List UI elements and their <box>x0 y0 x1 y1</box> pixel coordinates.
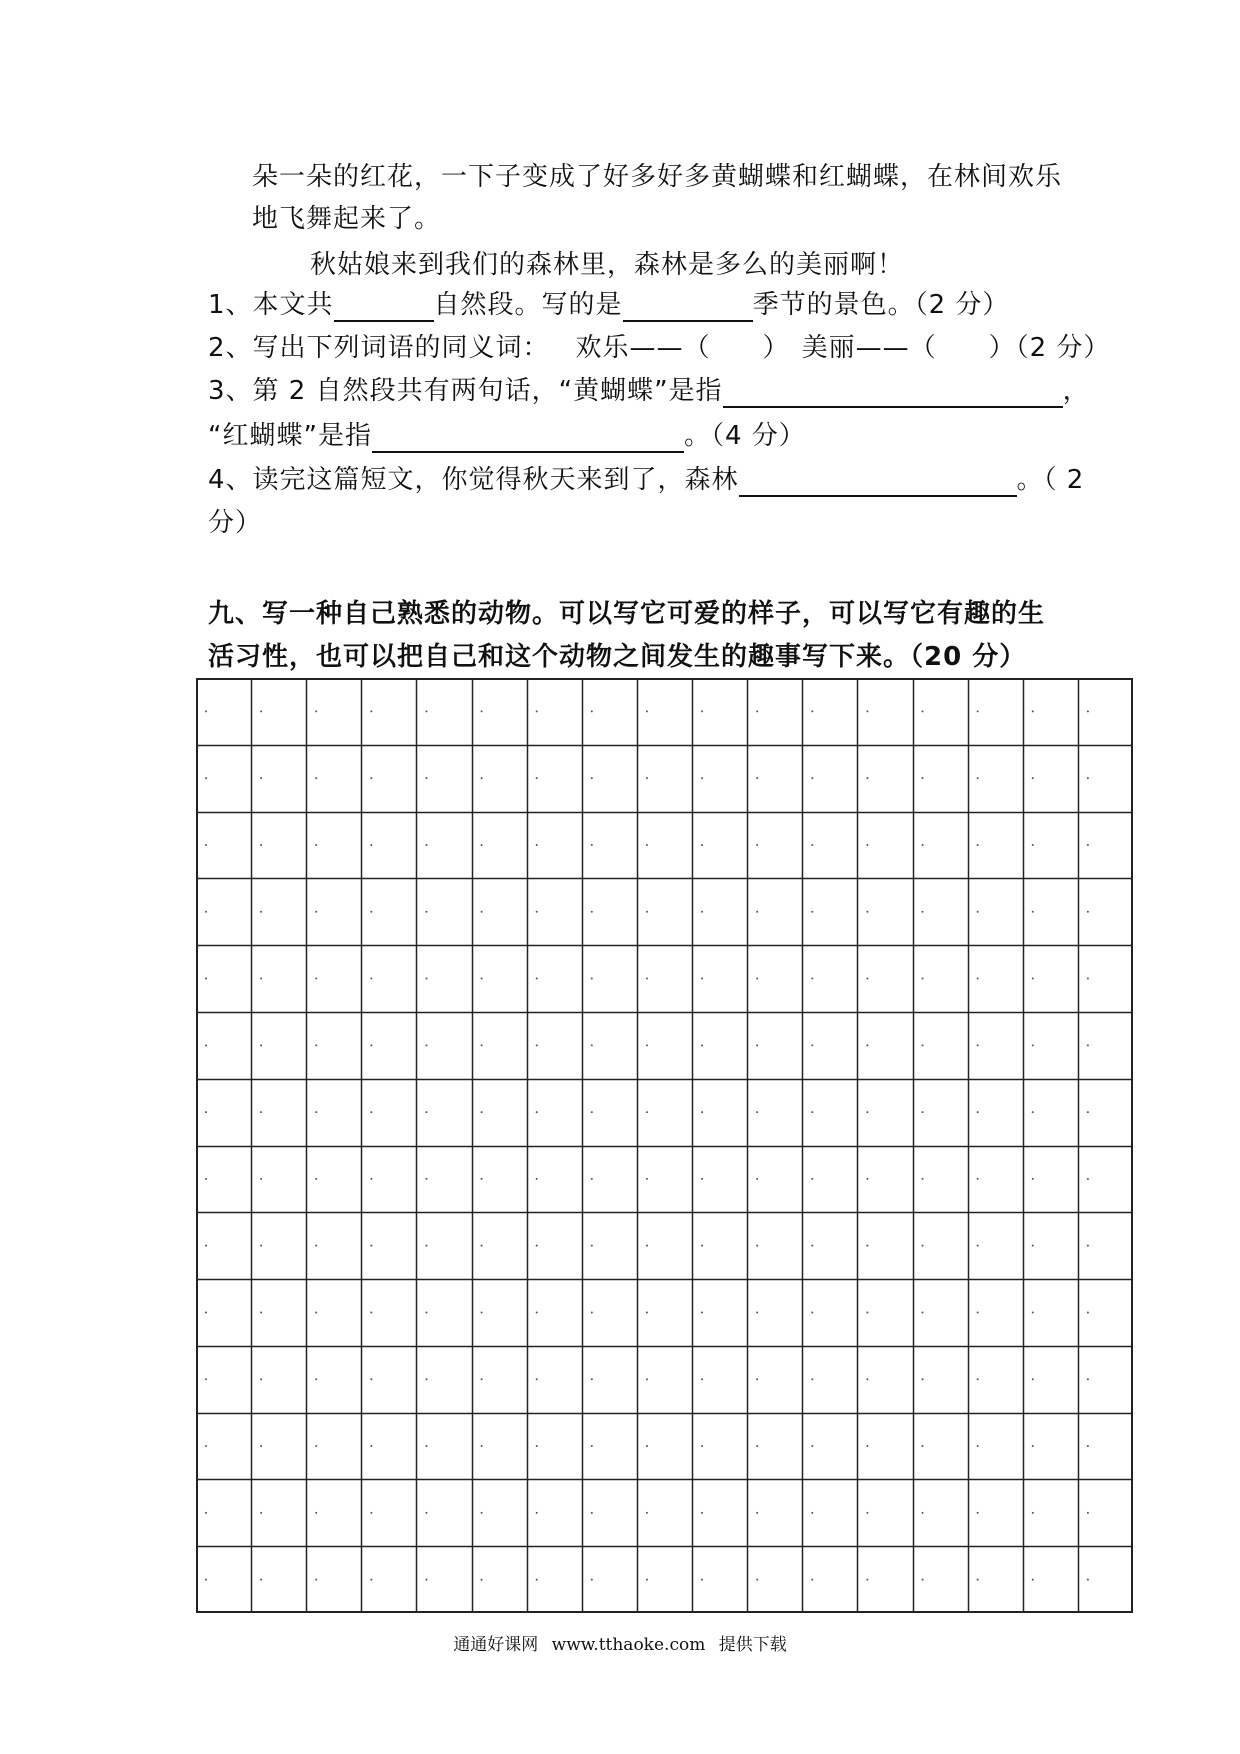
grid-cell-dot <box>922 1512 924 1514</box>
grid-cell-dot <box>922 710 924 712</box>
grid-cell-dot <box>701 777 703 779</box>
grid-cell-dot <box>756 1378 758 1380</box>
grid-cell-dot <box>536 1111 538 1113</box>
q1-blank-paragraphs[interactable] <box>334 292 434 322</box>
grid-cell-dot <box>481 1311 483 1313</box>
grid-cell-dot <box>922 911 924 913</box>
grid-cell-dot <box>701 1512 703 1514</box>
q4-line1-prefix: 4、读完这篇短文，你觉得秋天来到了，森林 <box>208 465 739 495</box>
grid-cell-dot <box>811 1445 813 1447</box>
grid-cell-dot <box>701 978 703 980</box>
grid-cell-dot <box>536 710 538 712</box>
grid-cell-dot <box>205 777 207 779</box>
q2-close-2: ）（2 分） <box>988 333 1111 363</box>
grid-cell-dot <box>866 1579 868 1581</box>
grid-cell-dot <box>1032 911 1034 913</box>
q1-blank-season[interactable] <box>623 292 753 322</box>
question-3-line-1 <box>208 374 1090 408</box>
grid-cell-dot <box>205 911 207 913</box>
grid-cell-dot <box>315 1579 317 1581</box>
grid-cell-dot <box>425 1111 427 1113</box>
grid-cell-dot <box>977 1044 979 1046</box>
grid-cell-dot <box>370 1579 372 1581</box>
q2-prefix: 2、写出下列词语的同义词： <box>208 333 550 363</box>
grid-cell-dot <box>315 1311 317 1313</box>
grid-cell-dot <box>205 1111 207 1113</box>
grid-cell-dot <box>370 1445 372 1447</box>
question-1 <box>208 288 1009 322</box>
grid-cell-dot <box>315 1445 317 1447</box>
grid-cell-dot <box>866 1512 868 1514</box>
grid-cell-dot <box>205 1445 207 1447</box>
q3-line2-suffix: 。（4 分） <box>683 421 806 451</box>
grid-cell-dot <box>591 844 593 846</box>
grid-cell-dot <box>370 1311 372 1313</box>
grid-cell-dot <box>260 978 262 980</box>
grid-cell-dot <box>646 1579 648 1581</box>
grid-cell-dot <box>205 1245 207 1247</box>
q1-middle: 自然段。写的是 <box>433 290 623 320</box>
grid-cell-dot <box>922 777 924 779</box>
grid-cell-dot <box>701 1579 703 1581</box>
grid-cell-dot <box>701 1378 703 1380</box>
q3-line2-prefix: “红蝴蝶”是指 <box>208 421 372 451</box>
grid-cell-dot <box>1032 1111 1034 1113</box>
grid-cell-dot <box>315 1044 317 1046</box>
grid-cell-dot <box>756 1445 758 1447</box>
grid-cell-dot <box>701 1044 703 1046</box>
grid-cell-dot <box>922 1378 924 1380</box>
grid-cell-dot <box>701 1445 703 1447</box>
grid-cell-dot <box>977 1245 979 1247</box>
grid-cell-dot <box>977 978 979 980</box>
grid-cell-dot <box>1032 1445 1034 1447</box>
grid-cell-dot <box>866 1311 868 1313</box>
grid-cell-dot <box>536 1512 538 1514</box>
grid-cell-dot <box>811 844 813 846</box>
footer-site-name: 通通好课网 <box>453 1635 539 1655</box>
grid-cell-dot <box>370 1178 372 1180</box>
grid-cell-dot <box>1032 777 1034 779</box>
grid-cell-dot <box>260 1245 262 1247</box>
grid-cell-dot <box>260 710 262 712</box>
grid-cell-dot <box>425 1178 427 1180</box>
grid-cell-dot <box>922 978 924 980</box>
grid-cell-dot <box>205 1311 207 1313</box>
grid-cell-dot <box>1087 1245 1089 1247</box>
grid-cell-dot <box>536 1178 538 1180</box>
grid-cell-dot <box>260 1044 262 1046</box>
grid-cell-dot <box>977 844 979 846</box>
grid-cell-dot <box>646 1512 648 1514</box>
q2-word-2: 美丽——（ <box>801 333 937 363</box>
grid-cell-dot <box>425 978 427 980</box>
grid-cell-dot <box>866 978 868 980</box>
grid-cell-dot <box>1087 1311 1089 1313</box>
grid-cell-dot <box>756 1111 758 1113</box>
grid-cell-dot <box>536 978 538 980</box>
grid-cell-dot <box>1087 777 1089 779</box>
grid-cell-dot <box>260 1111 262 1113</box>
grid-cell-dot <box>315 710 317 712</box>
grid-cell-dot <box>1087 1044 1089 1046</box>
q3-line1-prefix: 3、第 2 自然段共有两句话，“黄蝴蝶”是指 <box>208 376 723 406</box>
grid-cell-dot <box>536 1445 538 1447</box>
grid-cell-dot <box>866 1378 868 1380</box>
grid-cell-dot <box>1032 1245 1034 1247</box>
grid-cell-dot <box>756 1178 758 1180</box>
grid-cell-dot <box>591 1579 593 1581</box>
grid-cell-dot <box>866 1445 868 1447</box>
passage-line-1: 朵一朵的红花，一下子变成了好多好多黄蝴蝶和红蝴蝶，在林间欢乐 <box>252 162 1063 192</box>
grid-cell-dot <box>315 777 317 779</box>
grid-cell-dot <box>425 1579 427 1581</box>
grid-cell-dot <box>425 911 427 913</box>
grid-cell-dot <box>481 1579 483 1581</box>
grid-cell-dot <box>756 1245 758 1247</box>
grid-cell-dot <box>370 1245 372 1247</box>
grid-cell-dot <box>591 710 593 712</box>
grid-cell-dot <box>370 1111 372 1113</box>
grid-cell-dot <box>370 911 372 913</box>
grid-cell-dot <box>481 1245 483 1247</box>
grid-cell-dot <box>1032 1512 1034 1514</box>
grid-cell-dot <box>977 911 979 913</box>
grid-cell-dot <box>425 1445 427 1447</box>
grid-cell-dot <box>1032 844 1034 846</box>
grid-cell-dot <box>811 1178 813 1180</box>
grid-cell-dot <box>205 1044 207 1046</box>
grid-cell-dot <box>591 1245 593 1247</box>
grid-cell-dot <box>205 1378 207 1380</box>
q3-blank-yellow[interactable] <box>723 378 1063 408</box>
grid-cell-dot <box>922 1311 924 1313</box>
grid-cell-dot <box>1032 1378 1034 1380</box>
grid-cell-dot <box>315 911 317 913</box>
grid-cell-dot <box>977 1111 979 1113</box>
grid-cell-dot <box>481 1111 483 1113</box>
grid-cell-dot <box>646 1044 648 1046</box>
q1-prefix: 1、本文共 <box>208 290 334 320</box>
grid-cell-dot <box>811 1512 813 1514</box>
grid-cell-dot <box>591 777 593 779</box>
grid-cell-dot <box>315 844 317 846</box>
grid-cell-dot <box>536 1378 538 1380</box>
grid-cell-dot <box>701 1311 703 1313</box>
grid-cell-dot <box>481 978 483 980</box>
grid-cell-dot <box>646 1378 648 1380</box>
grid-cell-dot <box>811 911 813 913</box>
grid-cell-dot <box>425 844 427 846</box>
grid-cell-dot <box>205 844 207 846</box>
grid-cell-dot <box>260 1178 262 1180</box>
grid-cell-dot <box>811 1044 813 1046</box>
footer <box>0 1633 1240 1657</box>
grid-cell-dot <box>425 1378 427 1380</box>
grid-cell-dot <box>205 1512 207 1514</box>
grid-cell-dot <box>260 1445 262 1447</box>
grid-cell-dot <box>536 777 538 779</box>
grid-cell-dot <box>315 1512 317 1514</box>
grid-cell-dot <box>425 777 427 779</box>
section-9-line-1: 九、写一种自己熟悉的动物。可以写它可爱的样子，可以写它有趣的生 <box>208 599 1046 629</box>
grid-cell-dot <box>260 1378 262 1380</box>
question-3-line-2 <box>208 419 806 453</box>
grid-cell-dot <box>591 1445 593 1447</box>
grid-cell-dot <box>646 1178 648 1180</box>
footer-url: www.tthaoke.com <box>551 1635 706 1655</box>
grid-cell-dot <box>756 710 758 712</box>
grid-cell-dot <box>260 911 262 913</box>
grid-cell-dot <box>536 1245 538 1247</box>
grid-cell-dot <box>977 710 979 712</box>
grid-cell-dot <box>536 1579 538 1581</box>
grid-border <box>197 679 1132 1612</box>
grid-cell-dot <box>646 710 648 712</box>
passage-line-3: 秋姑娘来到我们的森林里，森林是多么的美丽啊！ <box>310 250 905 280</box>
grid-cell-dot <box>591 1512 593 1514</box>
grid-cell-dot <box>977 1311 979 1313</box>
grid-cell-dot <box>811 1311 813 1313</box>
grid-cell-dot <box>481 777 483 779</box>
grid-cell-dot <box>260 1579 262 1581</box>
grid-cell-dot <box>977 1445 979 1447</box>
grid-cell-dot <box>536 844 538 846</box>
question-4-line-2: 分） <box>208 508 263 538</box>
grid-cell-dot <box>977 1512 979 1514</box>
grid-cell-dot <box>1087 1445 1089 1447</box>
grid-cell-dot <box>922 1579 924 1581</box>
grid-cell-dot <box>646 1445 648 1447</box>
grid-cell-dot <box>481 1512 483 1514</box>
grid-cell-dot <box>370 978 372 980</box>
grid-cell-dot <box>756 1044 758 1046</box>
grid-cell-dot <box>922 1245 924 1247</box>
grid-cell-dot <box>756 844 758 846</box>
grid-cell-dot <box>1032 1178 1034 1180</box>
grid-cell-dot <box>536 1311 538 1313</box>
grid-cell-dot <box>701 844 703 846</box>
grid-cell-dot <box>315 1178 317 1180</box>
grid-cell-dot <box>591 1111 593 1113</box>
grid-cell-dot <box>481 1378 483 1380</box>
grid-cell-dot <box>701 710 703 712</box>
grid-cell-dot <box>370 1512 372 1514</box>
grid-cell-dot <box>866 911 868 913</box>
q3-line1-suffix: ， <box>1062 376 1090 406</box>
grid-cell-dot <box>977 1378 979 1380</box>
grid-cell-dot <box>866 1245 868 1247</box>
grid-cell-dot <box>866 844 868 846</box>
q4-blank-forest[interactable] <box>739 467 1017 497</box>
grid-cell-dot <box>591 1378 593 1380</box>
passage-line-2: 地飞舞起来了。 <box>252 204 442 234</box>
grid-cell-dot <box>701 1111 703 1113</box>
grid-cell-dot <box>1032 1579 1034 1581</box>
grid-cell-dot <box>811 1378 813 1380</box>
grid-cell-dot <box>866 777 868 779</box>
grid-cell-dot <box>481 710 483 712</box>
grid-cell-dot <box>756 1512 758 1514</box>
grid-cell-dot <box>481 1178 483 1180</box>
grid-cell-dot <box>866 710 868 712</box>
writing-grid[interactable] <box>196 678 1133 1613</box>
grid-cell-dot <box>866 1111 868 1113</box>
grid-cell-dot <box>811 1579 813 1581</box>
grid-cell-dot <box>1032 710 1034 712</box>
grid-cell-dot <box>425 1245 427 1247</box>
grid-cell-dot <box>481 911 483 913</box>
grid-cell-dot <box>1087 710 1089 712</box>
grid-cell-dot <box>315 1245 317 1247</box>
grid-cell-dot <box>922 1044 924 1046</box>
grid-cell-dot <box>811 777 813 779</box>
grid-cell-dot <box>370 844 372 846</box>
grid-cell-dot <box>1087 1178 1089 1180</box>
grid-cell-dot <box>425 1311 427 1313</box>
grid-cell-dot <box>370 1378 372 1380</box>
grid-cell-dot <box>866 1044 868 1046</box>
grid-cell-dot <box>1032 1311 1034 1313</box>
grid-cell-dot <box>1087 978 1089 980</box>
grid-cell-dot <box>481 844 483 846</box>
grid-cell-dot <box>1032 978 1034 980</box>
grid-cell-dot <box>591 978 593 980</box>
grid-cell-dot <box>922 1445 924 1447</box>
q2-close-1: ） <box>762 333 790 363</box>
grid-cell-dot <box>866 1178 868 1180</box>
grid-cell-dot <box>646 844 648 846</box>
grid-cell-dot <box>811 1111 813 1113</box>
footer-suffix: 提供下载 <box>718 1635 787 1655</box>
grid-cell-dot <box>425 1044 427 1046</box>
question-2 <box>208 331 1110 365</box>
grid-cell-dot <box>922 1178 924 1180</box>
grid-cell-dot <box>1032 1044 1034 1046</box>
grid-cell-dot <box>370 1044 372 1046</box>
q2-word-1: 欢乐——（ <box>575 333 711 363</box>
grid-cell-dot <box>591 1178 593 1180</box>
grid-cell-dot <box>260 1512 262 1514</box>
grid-cell-dot <box>205 1178 207 1180</box>
grid-cell-dot <box>922 844 924 846</box>
grid-cell-dot <box>756 978 758 980</box>
grid-cell-dot <box>1087 1512 1089 1514</box>
grid-cell-dot <box>646 978 648 980</box>
grid-cell-dot <box>977 777 979 779</box>
grid-cell-dot <box>205 710 207 712</box>
grid-cell-dot <box>260 777 262 779</box>
grid-cell-dot <box>370 710 372 712</box>
grid-cell-dot <box>646 1111 648 1113</box>
grid-cell-dot <box>260 1311 262 1313</box>
grid-cell-dot <box>701 1178 703 1180</box>
grid-cell-dot <box>756 777 758 779</box>
grid-cell-dot <box>1087 1378 1089 1380</box>
grid-cell-dot <box>1087 1111 1089 1113</box>
grid-cell-dot <box>591 911 593 913</box>
grid-cell-dot <box>977 1178 979 1180</box>
grid-cell-dot <box>591 1311 593 1313</box>
q3-blank-red[interactable] <box>372 423 684 453</box>
grid-cell-dot <box>701 911 703 913</box>
grid-cell-dot <box>260 844 262 846</box>
grid-cell-dot <box>1087 844 1089 846</box>
grid-cell-dot <box>811 710 813 712</box>
grid-cell-dot <box>646 1245 648 1247</box>
grid-cell-dot <box>315 1378 317 1380</box>
grid-cell-dot <box>536 1044 538 1046</box>
grid-cell-dot <box>591 1044 593 1046</box>
grid-cell-dot <box>811 1245 813 1247</box>
grid-cell-dot <box>315 978 317 980</box>
grid-cell-dot <box>756 1579 758 1581</box>
grid-cell-dot <box>977 1579 979 1581</box>
grid-cell-dot <box>646 777 648 779</box>
grid-cell-dot <box>1087 911 1089 913</box>
grid-cell-dot <box>756 1311 758 1313</box>
grid-cell-dot <box>481 1044 483 1046</box>
grid-cell-dot <box>370 777 372 779</box>
grid-cell-dot <box>205 1579 207 1581</box>
grid-cell-dot <box>646 911 648 913</box>
grid-cell-dot <box>701 1245 703 1247</box>
grid-cell-dot <box>646 1311 648 1313</box>
grid-cell-dot <box>481 1445 483 1447</box>
grid-cell-dot <box>425 1512 427 1514</box>
grid-cell-dot <box>205 978 207 980</box>
section-9-line-2: 活习性，也可以把自己和这个动物之间发生的趣事写下来。（20 分） <box>208 642 1027 672</box>
grid-cell-dot <box>756 911 758 913</box>
grid-cell-dot <box>536 911 538 913</box>
q4-line1-suffix: 。（ 2 <box>1016 465 1085 495</box>
grid-cell-dot <box>922 1111 924 1113</box>
grid-cell-dot <box>1087 1579 1089 1581</box>
grid-cell-dot <box>811 978 813 980</box>
grid-cell-dot <box>315 1111 317 1113</box>
q1-suffix: 季节的景色。（2 分） <box>752 290 1010 320</box>
grid-cell-dot <box>425 710 427 712</box>
question-4-line-1 <box>208 463 1084 497</box>
